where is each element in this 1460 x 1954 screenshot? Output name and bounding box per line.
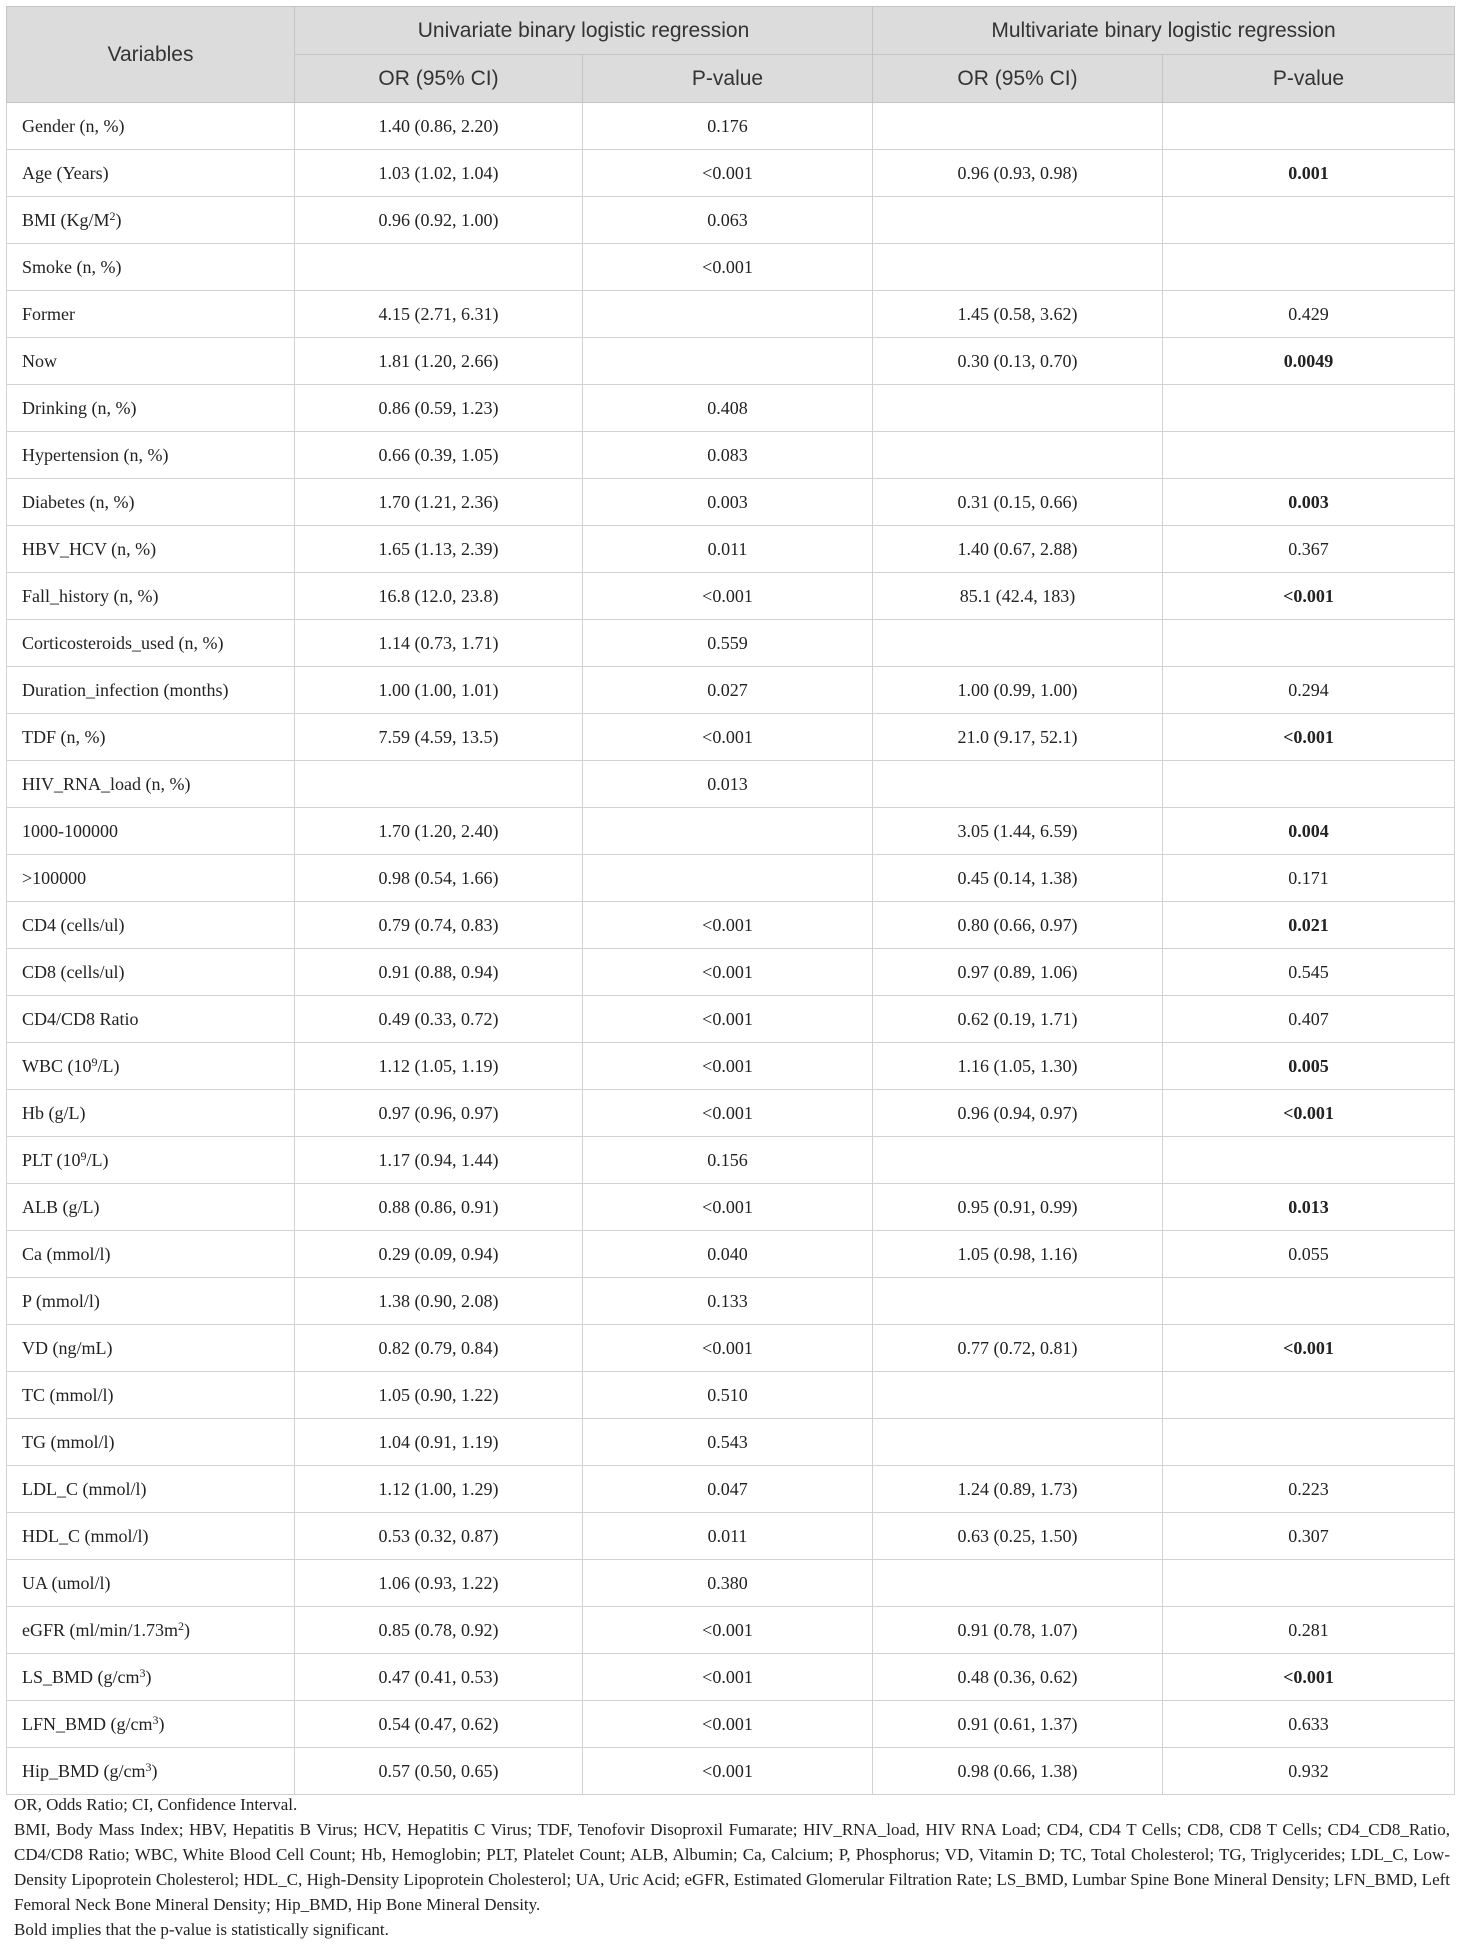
variable-label: PLT (10	[22, 1149, 81, 1170]
variable-unit-superscript: 3	[152, 1712, 159, 1727]
univariate-or-ci-cell: 0.97 (0.96, 0.97)	[295, 1090, 583, 1137]
multivariate-p-value-cell: 0.294	[1163, 667, 1455, 714]
variable-name-cell	[7, 573, 295, 620]
table-row	[7, 1513, 1455, 1560]
table-row	[7, 1372, 1455, 1419]
univariate-or-ci-cell: 0.49 (0.33, 0.72)	[295, 996, 583, 1043]
table-row	[7, 1654, 1455, 1701]
univariate-or-ci-cell: 0.53 (0.32, 0.87)	[295, 1513, 583, 1560]
univariate-or-ci-cell: 0.57 (0.50, 0.65)	[295, 1748, 583, 1795]
univariate-p-value-cell	[583, 291, 873, 338]
variable-name-cell	[7, 1748, 295, 1795]
multivariate-p-value-cell: <0.001	[1163, 573, 1455, 620]
variable-name-cell	[7, 1325, 295, 1372]
univariate-or-ci-cell: 1.06 (0.93, 1.22)	[295, 1560, 583, 1607]
multivariate-or-ci-cell	[873, 1137, 1163, 1184]
table-row	[7, 1184, 1455, 1231]
univariate-p-value-cell: 0.013	[583, 761, 873, 808]
table-row	[7, 103, 1455, 150]
variable-name-cell	[7, 1607, 295, 1654]
variable-name-cell	[7, 1184, 295, 1231]
univariate-p-value-cell	[583, 855, 873, 902]
univariate-p-value-cell: 0.011	[583, 1513, 873, 1560]
univariate-or-ci-cell: 1.14 (0.73, 1.71)	[295, 620, 583, 667]
table-row	[7, 1325, 1455, 1372]
univariate-or-ci-cell: 16.8 (12.0, 23.8)	[295, 573, 583, 620]
univariate-p-value-cell: <0.001	[583, 1701, 873, 1748]
multivariate-or-ci-cell: 0.80 (0.66, 0.97)	[873, 902, 1163, 949]
table-row	[7, 1560, 1455, 1607]
univariate-or-ci-cell: 0.91 (0.88, 0.94)	[295, 949, 583, 996]
multivariate-p-value-cell	[1163, 432, 1455, 479]
multivariate-or-ci-cell: 0.45 (0.14, 1.38)	[873, 855, 1163, 902]
variable-label: Duration_infection (months)	[22, 679, 229, 700]
multivariate-or-ci-cell	[873, 385, 1163, 432]
univariate-p-value-cell: 0.510	[583, 1372, 873, 1419]
variable-name-cell	[7, 949, 295, 996]
multivariate-or-ci-cell: 0.98 (0.66, 1.38)	[873, 1748, 1163, 1795]
univariate-p-value-cell: <0.001	[583, 150, 873, 197]
regression-table-container	[6, 6, 1454, 1795]
multivariate-or-ci-cell	[873, 1372, 1163, 1419]
header-multivariate: Multivariate binary logistic regression	[873, 7, 1455, 55]
variable-name-cell	[7, 1466, 295, 1513]
variable-unit-superscript: 2	[178, 1618, 185, 1633]
univariate-or-ci-cell: 0.98 (0.54, 1.66)	[295, 855, 583, 902]
variable-name-cell	[7, 1372, 295, 1419]
variable-name-cell	[7, 1090, 295, 1137]
univariate-or-ci-cell: 0.47 (0.41, 0.53)	[295, 1654, 583, 1701]
univariate-or-ci-cell: 0.86 (0.59, 1.23)	[295, 385, 583, 432]
variable-label: Gender (n, %)	[22, 115, 125, 136]
multivariate-p-value-cell: <0.001	[1163, 1325, 1455, 1372]
variable-label: HBV_HCV (n, %)	[22, 538, 157, 559]
table-row	[7, 949, 1455, 996]
table-row	[7, 1278, 1455, 1325]
univariate-p-value-cell: 0.408	[583, 385, 873, 432]
univariate-p-value-cell: 0.003	[583, 479, 873, 526]
variable-label: Hip_BMD (g/cm	[22, 1760, 146, 1781]
variable-name-cell	[7, 1513, 295, 1560]
variable-label: Corticosteroids_used (n, %)	[22, 632, 224, 653]
multivariate-or-ci-cell: 3.05 (1.44, 6.59)	[873, 808, 1163, 855]
table-row	[7, 714, 1455, 761]
variable-name-cell	[7, 714, 295, 761]
multivariate-p-value-cell: 0.407	[1163, 996, 1455, 1043]
variable-name-cell	[7, 526, 295, 573]
multivariate-or-ci-cell: 0.97 (0.89, 1.06)	[873, 949, 1163, 996]
univariate-p-value-cell: 0.011	[583, 526, 873, 573]
univariate-or-ci-cell: 1.03 (1.02, 1.04)	[295, 150, 583, 197]
table-row	[7, 1231, 1455, 1278]
univariate-or-ci-cell: 1.70 (1.21, 2.36)	[295, 479, 583, 526]
variable-name-cell	[7, 667, 295, 714]
table-row	[7, 1419, 1455, 1466]
univariate-p-value-cell	[583, 338, 873, 385]
univariate-p-value-cell: 0.133	[583, 1278, 873, 1325]
univariate-p-value-cell: 0.559	[583, 620, 873, 667]
table-row	[7, 385, 1455, 432]
variable-name-cell	[7, 197, 295, 244]
variable-label: WBC (10	[22, 1055, 92, 1076]
multivariate-or-ci-cell: 0.63 (0.25, 1.50)	[873, 1513, 1163, 1560]
univariate-or-ci-cell: 0.29 (0.09, 0.94)	[295, 1231, 583, 1278]
table-row	[7, 338, 1455, 385]
multivariate-or-ci-cell: 0.31 (0.15, 0.66)	[873, 479, 1163, 526]
multivariate-or-ci-cell	[873, 103, 1163, 150]
variable-label-suffix: )	[145, 1666, 152, 1687]
univariate-or-ci-cell: 1.17 (0.94, 1.44)	[295, 1137, 583, 1184]
variable-label: Fall_history (n, %)	[22, 585, 159, 606]
variable-label: Now	[22, 350, 57, 371]
variable-label: VD (ng/mL)	[22, 1337, 113, 1358]
table-row	[7, 197, 1455, 244]
table-row	[7, 1607, 1455, 1654]
multivariate-p-value-cell: 0.055	[1163, 1231, 1455, 1278]
header-uni-or-ci: OR (95% CI)	[295, 55, 583, 103]
variable-label: TC (mmol/l)	[22, 1384, 114, 1405]
univariate-or-ci-cell: 1.12 (1.00, 1.29)	[295, 1466, 583, 1513]
multivariate-p-value-cell: 0.171	[1163, 855, 1455, 902]
multivariate-p-value-cell	[1163, 1278, 1455, 1325]
table-row	[7, 808, 1455, 855]
variable-name-cell	[7, 1137, 295, 1184]
variable-name-cell	[7, 1419, 295, 1466]
variable-label: Diabetes (n, %)	[22, 491, 135, 512]
header-variables: Variables	[7, 7, 295, 103]
univariate-p-value-cell: <0.001	[583, 996, 873, 1043]
variable-name-cell	[7, 1701, 295, 1748]
univariate-or-ci-cell: 0.85 (0.78, 0.92)	[295, 1607, 583, 1654]
variable-unit-superscript: 3	[139, 1665, 146, 1680]
table-header	[7, 7, 1455, 103]
table-row	[7, 1043, 1455, 1090]
univariate-or-ci-cell: 0.96 (0.92, 1.00)	[295, 197, 583, 244]
multivariate-or-ci-cell: 0.48 (0.36, 0.62)	[873, 1654, 1163, 1701]
variable-name-cell	[7, 808, 295, 855]
univariate-or-ci-cell: 1.70 (1.20, 2.40)	[295, 808, 583, 855]
table-row	[7, 244, 1455, 291]
variable-name-cell	[7, 150, 295, 197]
variable-name-cell	[7, 1278, 295, 1325]
table-row	[7, 761, 1455, 808]
univariate-or-ci-cell: 4.15 (2.71, 6.31)	[295, 291, 583, 338]
table-row	[7, 291, 1455, 338]
multivariate-p-value-cell	[1163, 1137, 1455, 1184]
univariate-p-value-cell: 0.156	[583, 1137, 873, 1184]
multivariate-p-value-cell: <0.001	[1163, 1654, 1455, 1701]
univariate-or-ci-cell: 7.59 (4.59, 13.5)	[295, 714, 583, 761]
univariate-or-ci-cell: 0.82 (0.79, 0.84)	[295, 1325, 583, 1372]
multivariate-p-value-cell: 0.633	[1163, 1701, 1455, 1748]
univariate-or-ci-cell: 1.12 (1.05, 1.19)	[295, 1043, 583, 1090]
table-row	[7, 1090, 1455, 1137]
variable-name-cell	[7, 1043, 295, 1090]
multivariate-or-ci-cell: 0.30 (0.13, 0.70)	[873, 338, 1163, 385]
table-row	[7, 902, 1455, 949]
multivariate-p-value-cell	[1163, 385, 1455, 432]
multivariate-or-ci-cell	[873, 1560, 1163, 1607]
univariate-p-value-cell: <0.001	[583, 1043, 873, 1090]
table-row	[7, 667, 1455, 714]
multivariate-p-value-cell: 0.307	[1163, 1513, 1455, 1560]
univariate-p-value-cell: <0.001	[583, 1748, 873, 1795]
univariate-or-ci-cell: 1.65 (1.13, 2.39)	[295, 526, 583, 573]
multivariate-or-ci-cell: 1.05 (0.98, 1.16)	[873, 1231, 1163, 1278]
multivariate-or-ci-cell: 0.95 (0.91, 0.99)	[873, 1184, 1163, 1231]
variable-name-cell	[7, 338, 295, 385]
multivariate-p-value-cell: <0.001	[1163, 714, 1455, 761]
variable-name-cell	[7, 432, 295, 479]
multivariate-or-ci-cell: 1.24 (0.89, 1.73)	[873, 1466, 1163, 1513]
variable-label: UA (umol/l)	[22, 1572, 111, 1593]
univariate-p-value-cell: <0.001	[583, 902, 873, 949]
variable-label: BMI (Kg/M	[22, 209, 110, 230]
univariate-or-ci-cell: 0.88 (0.86, 0.91)	[295, 1184, 583, 1231]
multivariate-p-value-cell	[1163, 197, 1455, 244]
table-row	[7, 1748, 1455, 1795]
table-row	[7, 1466, 1455, 1513]
univariate-p-value-cell: <0.001	[583, 949, 873, 996]
variable-name-cell	[7, 1231, 295, 1278]
variable-name-cell	[7, 902, 295, 949]
multivariate-p-value-cell: 0.004	[1163, 808, 1455, 855]
header-multi-p-value: P-value	[1163, 55, 1455, 103]
univariate-or-ci-cell: 0.54 (0.47, 0.62)	[295, 1701, 583, 1748]
univariate-p-value-cell: <0.001	[583, 1325, 873, 1372]
variable-label-suffix: )	[115, 209, 122, 230]
table-row	[7, 996, 1455, 1043]
univariate-p-value-cell	[583, 808, 873, 855]
multivariate-p-value-cell	[1163, 1560, 1455, 1607]
univariate-or-ci-cell	[295, 761, 583, 808]
multivariate-p-value-cell: 0.005	[1163, 1043, 1455, 1090]
univariate-p-value-cell: <0.001	[583, 1607, 873, 1654]
multivariate-or-ci-cell	[873, 197, 1163, 244]
header-multi-or-ci: OR (95% CI)	[873, 55, 1163, 103]
header-univariate: Univariate binary logistic regression	[295, 7, 873, 55]
table-footnotes	[14, 1792, 1450, 1942]
variable-label: Hypertension (n, %)	[22, 444, 169, 465]
multivariate-p-value-cell	[1163, 1372, 1455, 1419]
variable-label: CD4/CD8 Ratio	[22, 1008, 139, 1029]
table-row	[7, 1137, 1455, 1184]
univariate-or-ci-cell: 1.81 (1.20, 2.66)	[295, 338, 583, 385]
multivariate-or-ci-cell: 0.77 (0.72, 0.81)	[873, 1325, 1163, 1372]
multivariate-p-value-cell: 0.545	[1163, 949, 1455, 996]
variable-label: LFN_BMD (g/cm	[22, 1713, 153, 1734]
variable-unit-superscript: 9	[80, 1148, 87, 1163]
univariate-p-value-cell: 0.047	[583, 1466, 873, 1513]
univariate-or-ci-cell: 1.04 (0.91, 1.19)	[295, 1419, 583, 1466]
variable-label: Smoke (n, %)	[22, 256, 122, 277]
univariate-or-ci-cell: 1.40 (0.86, 2.20)	[295, 103, 583, 150]
variable-name-cell	[7, 479, 295, 526]
footnote-or-ci: OR, Odds Ratio; CI, Confidence Interval.	[14, 1795, 298, 1814]
variable-label: eGFR (ml/min/1.73m	[22, 1619, 179, 1640]
variable-name-cell	[7, 291, 295, 338]
multivariate-p-value-cell: 0.367	[1163, 526, 1455, 573]
multivariate-p-value-cell: 0.003	[1163, 479, 1455, 526]
univariate-p-value-cell: <0.001	[583, 573, 873, 620]
multivariate-or-ci-cell	[873, 1419, 1163, 1466]
header-uni-p-value: P-value	[583, 55, 873, 103]
univariate-p-value-cell: <0.001	[583, 714, 873, 761]
multivariate-p-value-cell: 0.013	[1163, 1184, 1455, 1231]
univariate-p-value-cell: 0.040	[583, 1231, 873, 1278]
multivariate-p-value-cell: 0.001	[1163, 150, 1455, 197]
multivariate-or-ci-cell	[873, 432, 1163, 479]
variable-label: >100000	[22, 867, 87, 888]
variable-name-cell	[7, 996, 295, 1043]
multivariate-or-ci-cell: 1.45 (0.58, 3.62)	[873, 291, 1163, 338]
variable-label-suffix: )	[184, 1619, 191, 1640]
multivariate-p-value-cell: 0.429	[1163, 291, 1455, 338]
table-row	[7, 1701, 1455, 1748]
variable-label-suffix: )	[158, 1713, 165, 1734]
univariate-p-value-cell: 0.063	[583, 197, 873, 244]
multivariate-p-value-cell: 0.932	[1163, 1748, 1455, 1795]
header-row-1	[7, 7, 1455, 55]
variable-unit-superscript: 2	[109, 208, 116, 223]
variable-label: P (mmol/l)	[22, 1290, 100, 1311]
univariate-or-ci-cell: 1.38 (0.90, 2.08)	[295, 1278, 583, 1325]
variable-label: TDF (n, %)	[22, 726, 106, 747]
multivariate-p-value-cell	[1163, 244, 1455, 291]
multivariate-p-value-cell: <0.001	[1163, 1090, 1455, 1137]
variable-label: HIV_RNA_load (n, %)	[22, 773, 191, 794]
univariate-or-ci-cell: 1.00 (1.00, 1.01)	[295, 667, 583, 714]
variable-unit-superscript: 3	[145, 1759, 152, 1774]
variable-label: Drinking (n, %)	[22, 397, 137, 418]
multivariate-or-ci-cell: 1.00 (0.99, 1.00)	[873, 667, 1163, 714]
univariate-p-value-cell: 0.380	[583, 1560, 873, 1607]
table-row	[7, 573, 1455, 620]
multivariate-or-ci-cell: 0.91 (0.61, 1.37)	[873, 1701, 1163, 1748]
variable-label: Hb (g/L)	[22, 1102, 86, 1123]
footnote-bold-meaning: Bold implies that the p-value is statistically significant.	[14, 1920, 389, 1939]
table-row	[7, 150, 1455, 197]
multivariate-p-value-cell: 0.281	[1163, 1607, 1455, 1654]
univariate-or-ci-cell: 0.79 (0.74, 0.83)	[295, 902, 583, 949]
univariate-or-ci-cell: 0.66 (0.39, 1.05)	[295, 432, 583, 479]
multivariate-or-ci-cell: 0.96 (0.93, 0.98)	[873, 150, 1163, 197]
table-row	[7, 479, 1455, 526]
univariate-p-value-cell: <0.001	[583, 1184, 873, 1231]
multivariate-p-value-cell	[1163, 103, 1455, 150]
regression-table	[6, 6, 1455, 1795]
variable-label: HDL_C (mmol/l)	[22, 1525, 149, 1546]
multivariate-or-ci-cell: 0.96 (0.94, 0.97)	[873, 1090, 1163, 1137]
multivariate-or-ci-cell: 21.0 (9.17, 52.1)	[873, 714, 1163, 761]
univariate-p-value-cell: 0.083	[583, 432, 873, 479]
univariate-p-value-cell: <0.001	[583, 244, 873, 291]
univariate-p-value-cell: 0.543	[583, 1419, 873, 1466]
univariate-p-value-cell: <0.001	[583, 1654, 873, 1701]
variable-name-cell	[7, 1654, 295, 1701]
variable-name-cell	[7, 620, 295, 667]
variable-label-suffix: /L)	[86, 1149, 109, 1170]
variable-name-cell	[7, 855, 295, 902]
variable-label: CD8 (cells/ul)	[22, 961, 125, 982]
multivariate-p-value-cell: 0.223	[1163, 1466, 1455, 1513]
multivariate-or-ci-cell: 85.1 (42.4, 183)	[873, 573, 1163, 620]
variable-name-cell	[7, 385, 295, 432]
multivariate-or-ci-cell	[873, 620, 1163, 667]
variable-label: LDL_C (mmol/l)	[22, 1478, 147, 1499]
variable-label: 1000-100000	[22, 820, 118, 841]
variable-label-suffix: /L)	[97, 1055, 120, 1076]
table-row	[7, 432, 1455, 479]
multivariate-or-ci-cell	[873, 244, 1163, 291]
multivariate-p-value-cell	[1163, 620, 1455, 667]
variable-label: CD4 (cells/ul)	[22, 914, 125, 935]
table-row	[7, 620, 1455, 667]
variable-name-cell	[7, 1560, 295, 1607]
table-row	[7, 855, 1455, 902]
multivariate-or-ci-cell	[873, 1278, 1163, 1325]
variable-label: ALB (g/L)	[22, 1196, 100, 1217]
variable-name-cell	[7, 103, 295, 150]
variable-unit-superscript: 9	[91, 1054, 98, 1069]
variable-label: LS_BMD (g/cm	[22, 1666, 140, 1687]
univariate-p-value-cell: 0.027	[583, 667, 873, 714]
multivariate-p-value-cell	[1163, 1419, 1455, 1466]
multivariate-p-value-cell	[1163, 761, 1455, 808]
variable-label: TG (mmol/l)	[22, 1431, 115, 1452]
variable-name-cell	[7, 761, 295, 808]
multivariate-or-ci-cell: 1.40 (0.67, 2.88)	[873, 526, 1163, 573]
multivariate-or-ci-cell: 0.62 (0.19, 1.71)	[873, 996, 1163, 1043]
univariate-or-ci-cell	[295, 244, 583, 291]
variable-label-suffix: )	[151, 1760, 158, 1781]
variable-label: Age (Years)	[22, 162, 109, 183]
multivariate-or-ci-cell: 1.16 (1.05, 1.30)	[873, 1043, 1163, 1090]
multivariate-or-ci-cell: 0.91 (0.78, 1.07)	[873, 1607, 1163, 1654]
footnote-abbreviations: BMI, Body Mass Index; HBV, Hepatitis B Virus; HCV, Hepatitis C Virus; TDF, Tenofovir Disoproxil Fumarate; HIV_RNA_load, HIV RNA Load; CD4, CD4 T Cells; CD8, CD8 T Cells; CD4_CD8_Ratio, CD4/CD8 Ratio; WBC, White Blood Cell Count; Hb, Hemoglobin; PLT, Platelet Count; ALB, Albumin; Ca, Calcium; P, Phosphorus; VD, Vitamin D; TC, Total Cholesterol; TG, Triglycerides; LDL_C, Low-Density Lipoprotein Cholesterol; HDL_C, High-Density Lipoprotein Cholesterol; UA, Uric Acid; eGFR, Estimated Glomerular Filtration Rate; LS_BMD, Lumbar Spine Bone Mineral Density; LFN_BMD, Left Femoral Neck Bone Mineral Density; Hip_BMD, Hip Bone Mineral Density.	[14, 1820, 1450, 1914]
table-body	[7, 103, 1455, 1795]
table-row	[7, 526, 1455, 573]
univariate-p-value-cell: <0.001	[583, 1090, 873, 1137]
multivariate-or-ci-cell	[873, 761, 1163, 808]
variable-label: Ca (mmol/l)	[22, 1243, 111, 1264]
univariate-p-value-cell: 0.176	[583, 103, 873, 150]
multivariate-p-value-cell: 0.021	[1163, 902, 1455, 949]
variable-name-cell	[7, 244, 295, 291]
variable-label: Former	[22, 303, 75, 324]
univariate-or-ci-cell: 1.05 (0.90, 1.22)	[295, 1372, 583, 1419]
multivariate-p-value-cell: 0.0049	[1163, 338, 1455, 385]
